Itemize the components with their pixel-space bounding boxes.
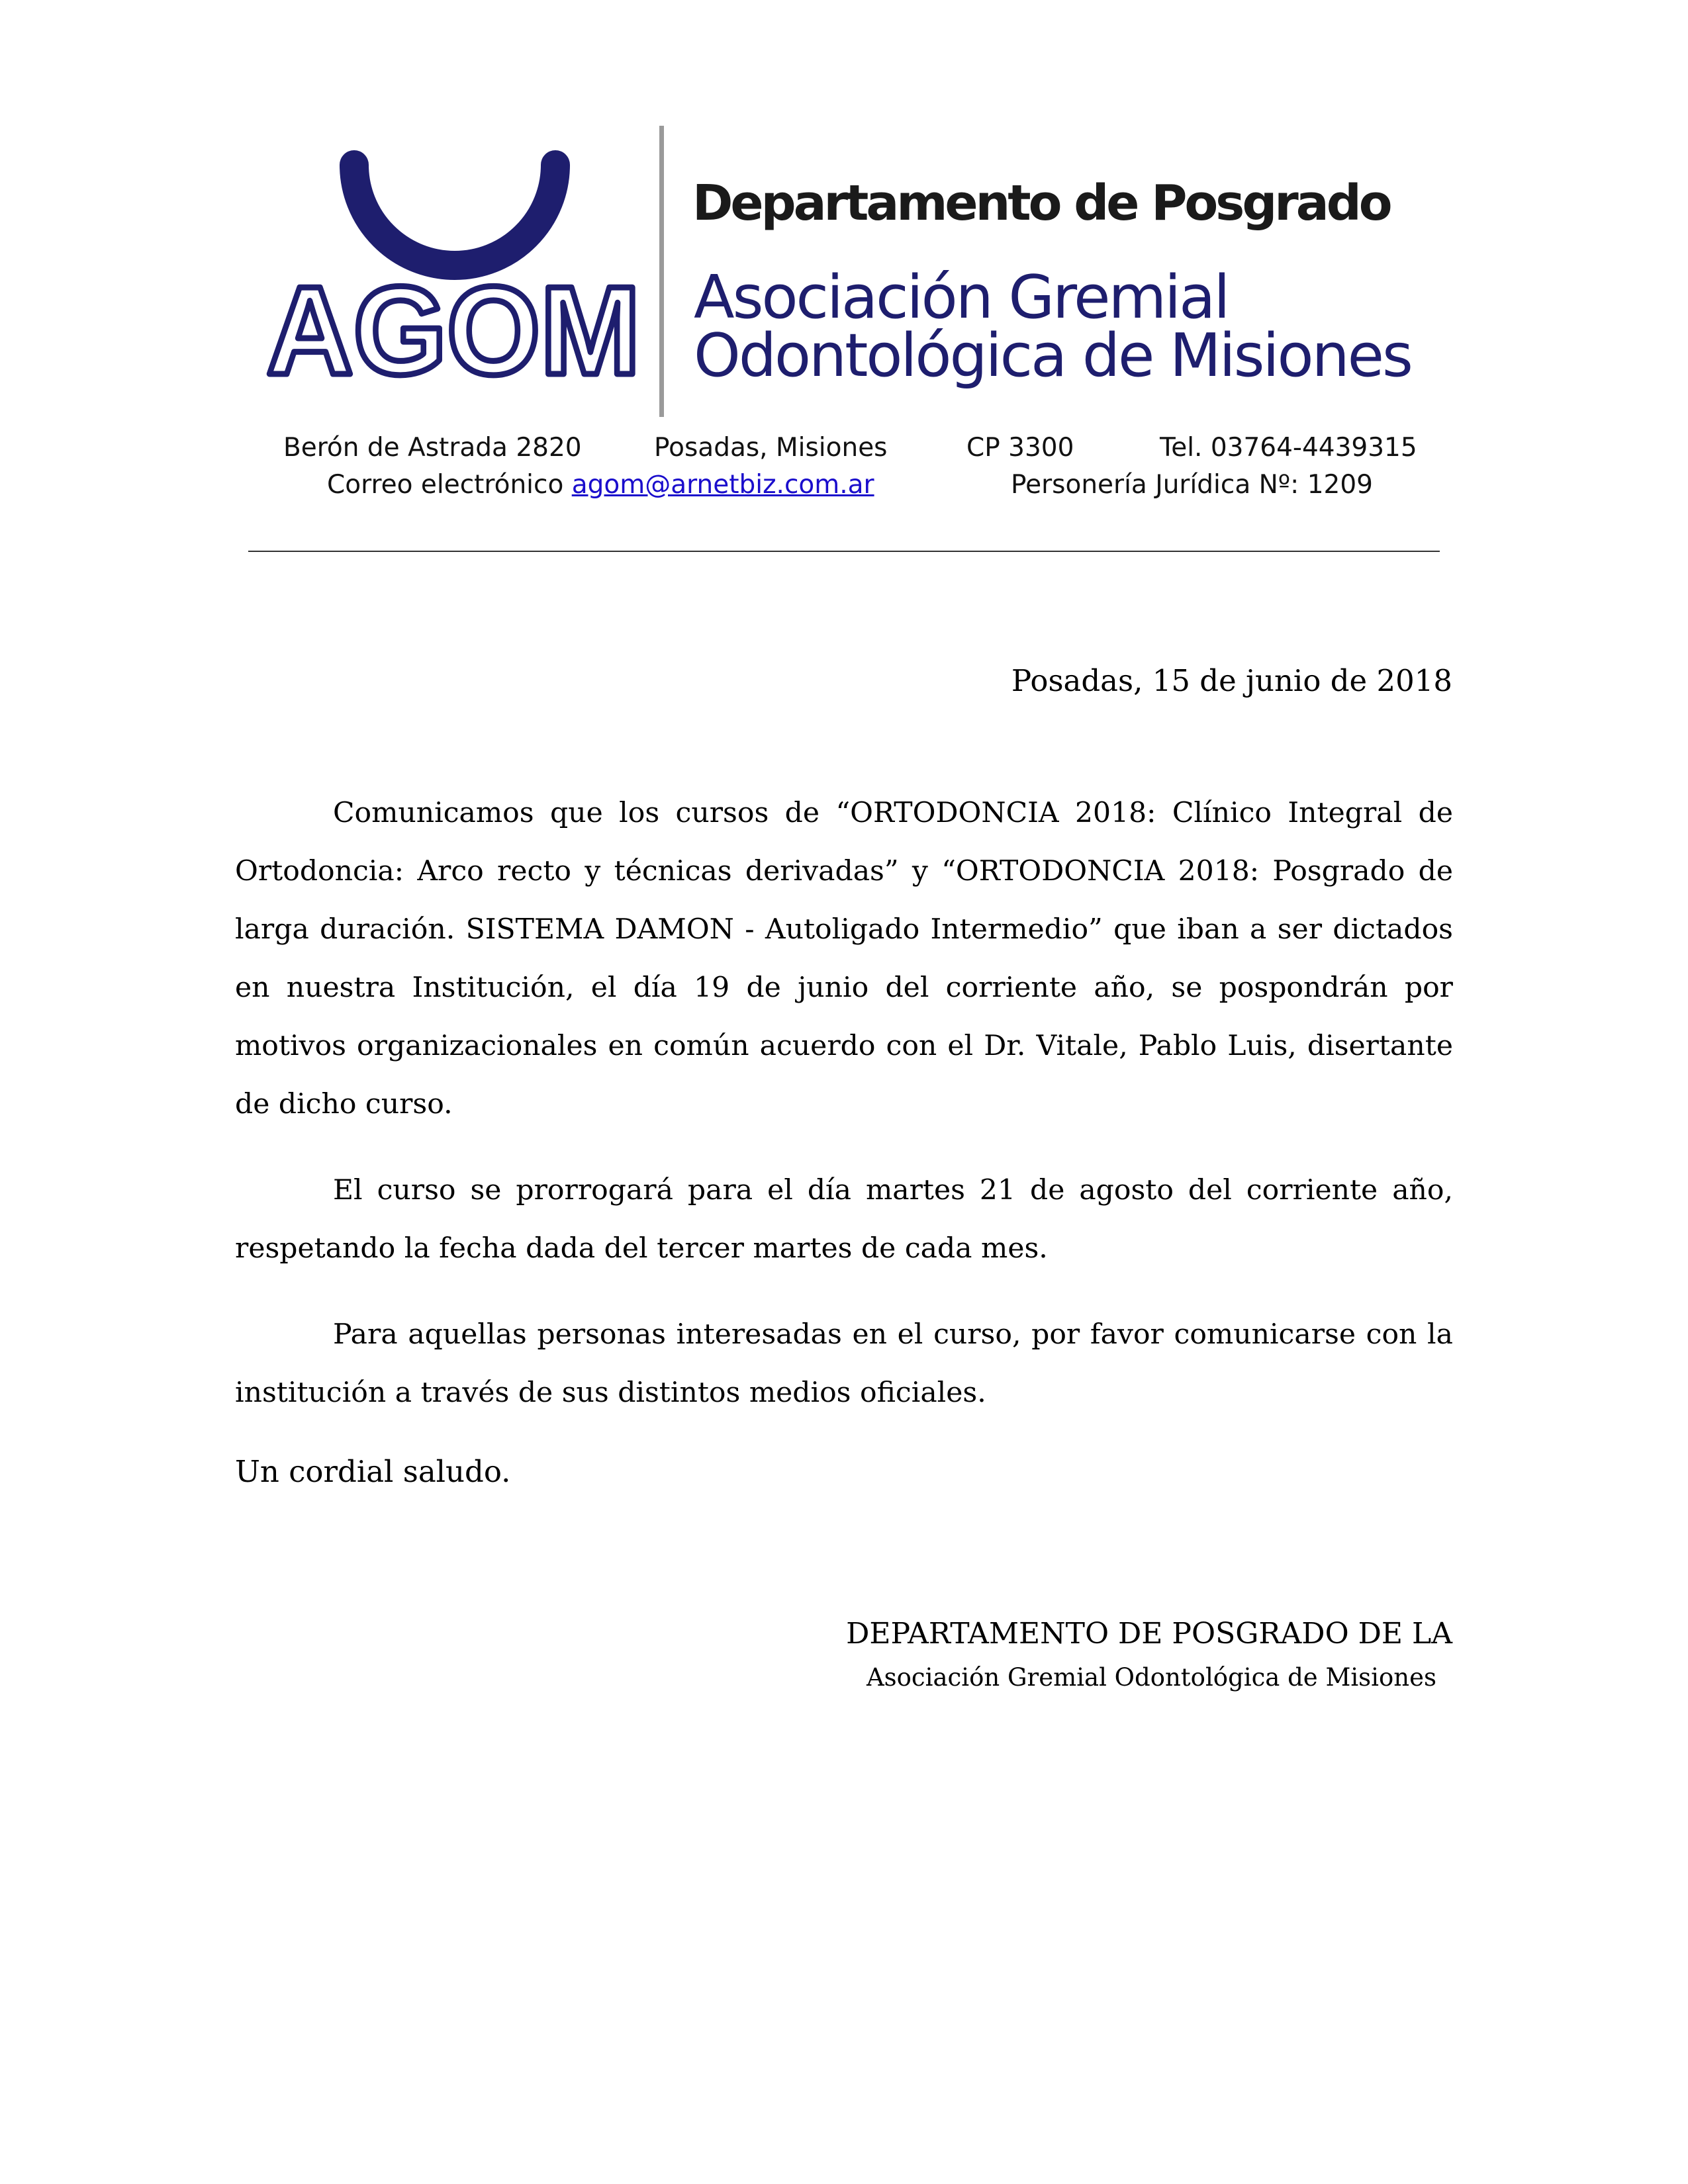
signature-organization: Asociación Gremial Odontológica de Misiones xyxy=(866,1663,1436,1692)
city: Posadas, Misiones xyxy=(654,433,888,463)
closing: Un cordial saludo. xyxy=(235,1454,511,1489)
header-rule xyxy=(248,551,1440,552)
letter-date: Posadas, 15 de junio de 2018 xyxy=(1011,663,1452,698)
paragraph-contact: Para aquellas personas interesadas en el curso, por favor comunicarse con la institución a través de sus distintos medios oficiales. xyxy=(235,1318,1453,1409)
legal-registration: Personería Jurídica Nº: 1209 xyxy=(1011,470,1373,500)
agom-logo xyxy=(261,149,645,390)
logo-wordmark: AGOM xyxy=(266,261,641,390)
paragraph-course-postponed: Comunicamos que los cursos de “ORTODONCIA 2018: Clínico Integral de Ortodoncia: Arco recto y técnicas derivadas” y “ORTODONCIA 2018: Posgrado de larga duración. SISTEMA DAMON - Autoligado Intermedio” que iban a ser dictados en nuestra Institución, el día 19 de junio del corriente año, se pospondrán por motivos organizacionales en común acuerdo con el Dr. Vitale, Pablo Luis, disertante de dicho curso. xyxy=(235,797,1453,1120)
department-title: Departamento de Posgrado xyxy=(692,175,1390,232)
postal-code: CP 3300 xyxy=(966,433,1074,463)
signature-title: DEPARTAMENTO DE POSGRADO DE LA xyxy=(846,1617,1452,1651)
header-divider xyxy=(659,126,664,417)
email-label: Correo electrónico xyxy=(327,470,564,500)
email-line xyxy=(327,472,874,498)
logo-smile-arc xyxy=(354,165,555,265)
phone: Tel. 03764-4439315 xyxy=(1160,433,1417,463)
address: Berón de Astrada 2820 xyxy=(283,433,582,463)
organization-name-line2: Odontológica de Misiones xyxy=(694,321,1411,390)
organization-name-line1: Asociación Gremial xyxy=(694,263,1229,332)
email-link[interactable]: agom@arnetbiz.com.ar xyxy=(571,470,874,500)
paragraph-new-date: El curso se prorrogará para el día martes 21 de agosto del corriente año, respetando la fecha dada del tercer martes de cada mes. xyxy=(235,1174,1453,1265)
